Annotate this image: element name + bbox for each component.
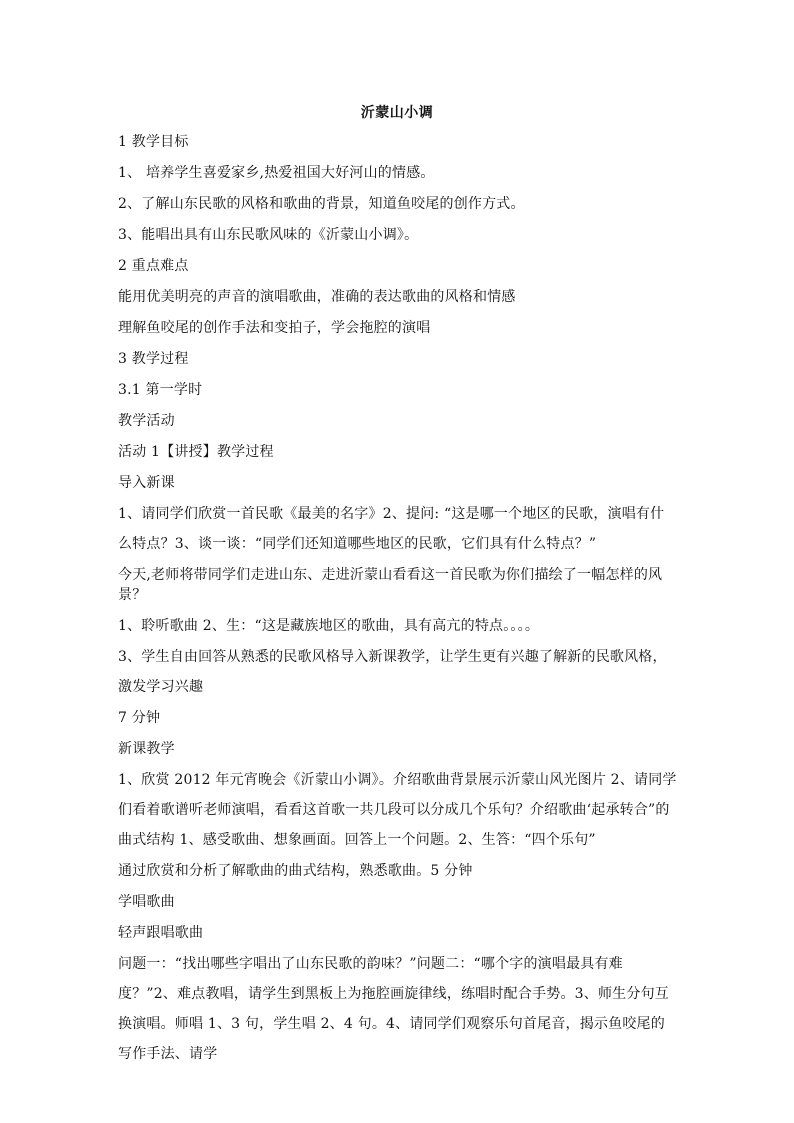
paragraph: 3、学生自由回答从熟悉的民歌风格导入新课教学，让学生更有兴趣了解新的民歌风格，激发学习兴趣 [118,649,667,695]
paragraph: 通过欣赏和分析了解歌曲的曲式结构，熟悉歌曲。5 分钟 [118,863,473,879]
section-heading: 2 重点难点 [118,258,189,274]
paragraph: 1、聆听歌曲 2、生：“这是藏族地区的歌曲，具有高亢的特点。。。。 [118,618,540,634]
paragraph: 轻声跟唱歌曲 [118,925,204,941]
document-title: 沂蒙山小调 [360,105,434,121]
paragraph: 能用优美明亮的声音的演唱歌曲，准确的表达歌曲的风格和情感 [118,289,516,305]
paragraph: 新课教学 [118,741,175,757]
paragraph: 1、请同学们欣赏一首民歌《最美的名字》2、提问: “这是哪一个地区的民歌，演唱有什么特点？3、谈一谈：“同学们还知道哪些地区的民歌，它们具有什么特点？” [118,506,665,552]
paragraph: 7 分钟 [118,710,161,726]
paragraph: 1、欣赏 2012 年元宵晚会《沂蒙山小调》。介绍歌曲背景展示沂蒙山风光图片 2、请同学们看着歌谱听老师演唱，看看这首歌一共几段可以分成几个乐句？介绍歌曲‘起承转合”的曲式结构 1、感受歌曲、想象画面。回答上一个问题。2、生答：“四个乐句” [118,772,677,848]
section-heading: 3 教学过程 [118,351,189,367]
section-heading: 1 教学目标 [118,134,189,150]
paragraph: 理解鱼咬尾的创作手法和变拍子，学会拖腔的演唱 [118,320,431,336]
subsection-heading: 3.1 第一学时 [118,382,203,398]
paragraph: 2、了解山东民歌的风格和歌曲的背景，知道鱼咬尾的创作方式。 [118,196,525,212]
paragraph: 教学活动 [118,413,175,429]
paragraph: 1、 培养学生喜爱家乡,热爱祖国大好河山的情感。 [118,165,435,181]
document-body [118,132,678,1075]
paragraph: 导入新课 [118,475,175,491]
paragraph: 学唱歌曲 [118,894,175,910]
paragraph: 3、能唱出具有山东民歌风味的《沂蒙山小调》。 [118,227,419,243]
paragraph: 问题一：“找出哪些字唱出了山东民歌的韵味？”问题二：“哪个字的演唱最具有难度？”2、难点教唱，请学生到黑板上为拖腔画旋律线，练唱时配合手势。3、师生分句互换演唱。师唱 1、3 句，学生唱 2、4 句。4、请同学们观察乐句首尾音，揭示鱼咬尾的写作手法、请学 [118,956,669,1062]
paragraph: 活动 1【讲授】教学过程 [118,444,274,460]
paragraph: 今天,老师将带同学们走进山东、走进沂蒙山看看这一首民歌为你们描绘了一幅怎样的风景？ [118,567,663,603]
